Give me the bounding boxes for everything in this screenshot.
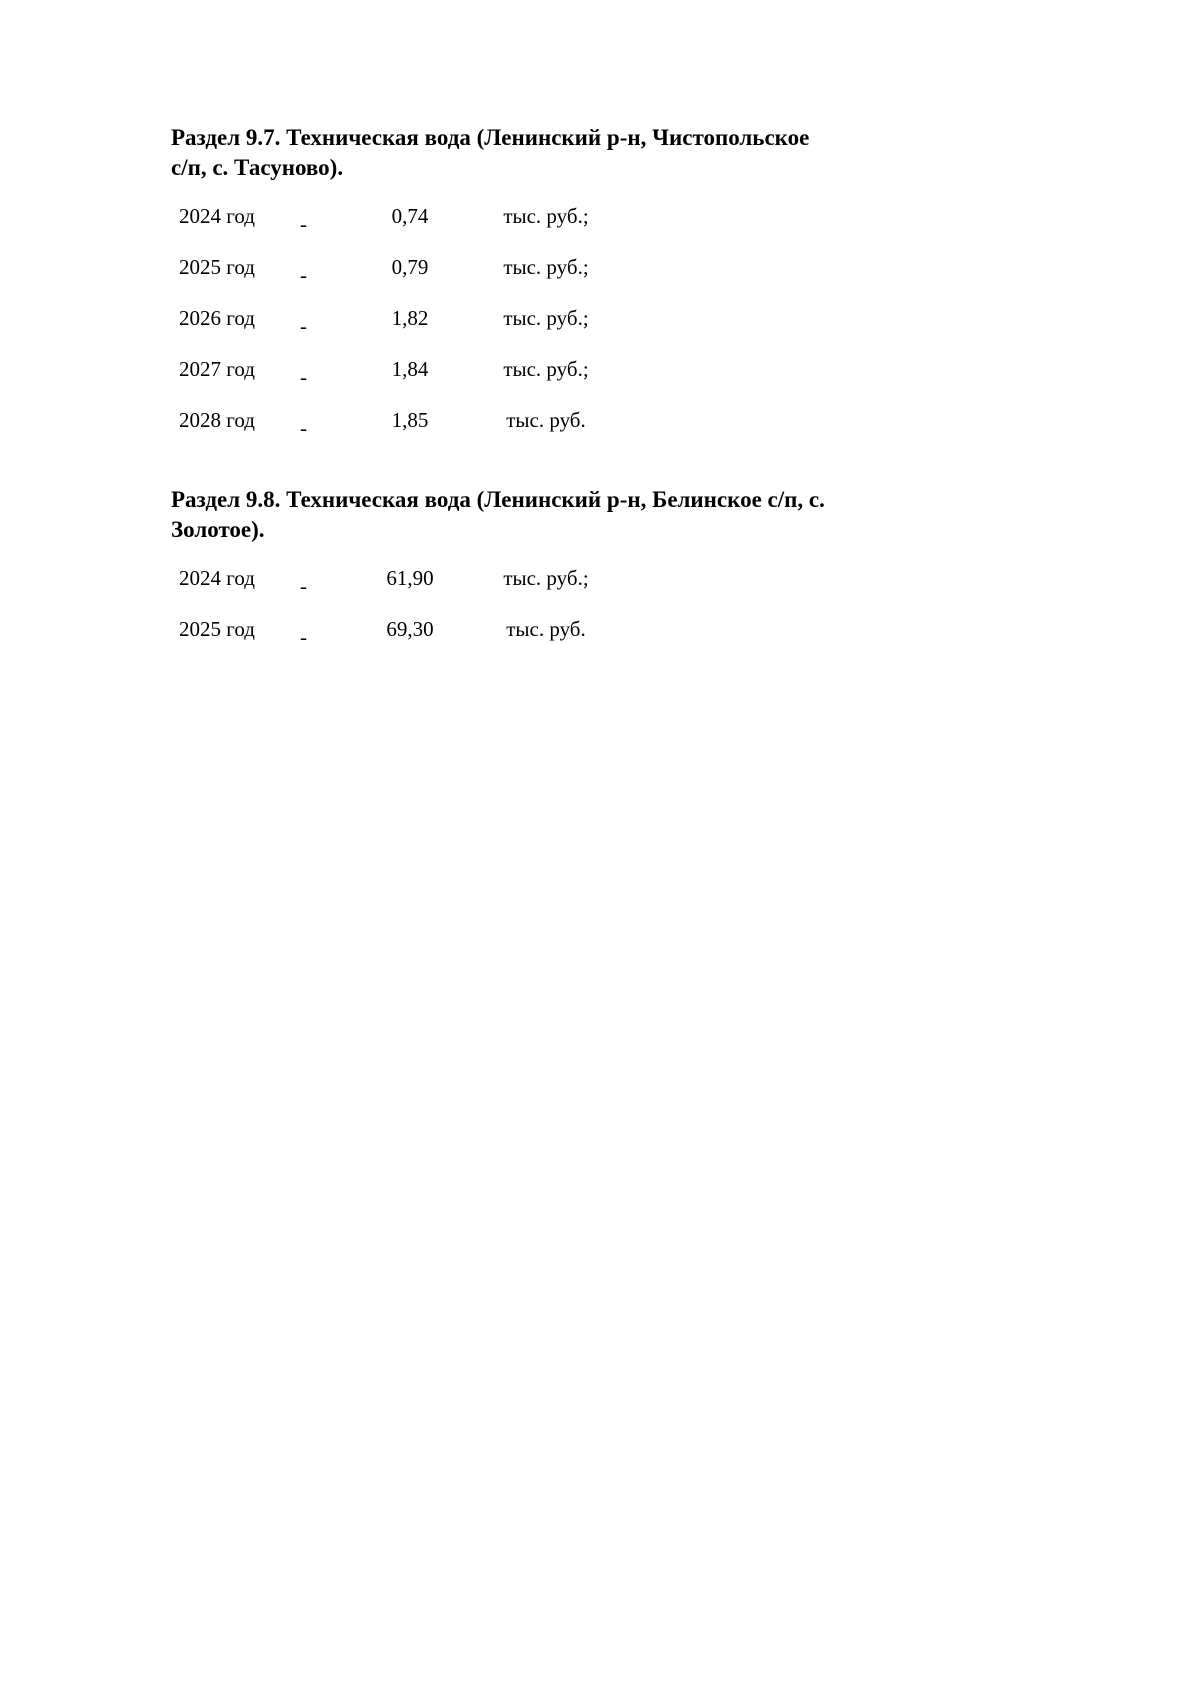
unit-label: тыс. руб.; xyxy=(503,566,589,590)
section-title-line-2: с/п, с. Тасуново). xyxy=(171,155,344,180)
dash-separator: - xyxy=(300,574,307,598)
tariff-row xyxy=(171,306,891,357)
tariff-row xyxy=(171,566,891,617)
section-title-line-1: Раздел 9.8. Техническая вода (Ленинский р-н, Белинское с/п, с. xyxy=(171,487,825,512)
section-title xyxy=(171,485,891,545)
tariff-value: 1,85 xyxy=(391,408,429,432)
year-label: 2024 год xyxy=(179,204,255,228)
unit-label: тыс. руб.; xyxy=(503,357,589,381)
dash-separator: - xyxy=(300,365,307,389)
tariff-list xyxy=(171,204,891,459)
tariff-value: 0,79 xyxy=(391,255,429,279)
year-label: 2026 год xyxy=(179,306,255,330)
unit-label: тыс. руб.; xyxy=(503,204,589,228)
section-9-7 xyxy=(171,123,891,459)
tariff-list xyxy=(171,566,891,668)
unit-label: тыс. руб. xyxy=(506,617,586,641)
year-label: 2025 год xyxy=(179,255,255,279)
tariff-value: 1,82 xyxy=(391,306,429,330)
year-label: 2027 год xyxy=(179,357,255,381)
tariff-value: 69,30 xyxy=(386,617,434,641)
dash-separator: - xyxy=(300,263,307,287)
dash-separator: - xyxy=(300,625,307,649)
tariff-value: 0,74 xyxy=(391,204,429,228)
tariff-row xyxy=(171,408,891,459)
dash-separator: - xyxy=(300,416,307,440)
dash-separator: - xyxy=(300,314,307,338)
section-title-line-2: Золотое). xyxy=(171,517,265,542)
section-title xyxy=(171,123,891,183)
tariff-row xyxy=(171,204,891,255)
section-9-8 xyxy=(171,485,891,668)
tariff-row xyxy=(171,255,891,306)
tariff-value: 1,84 xyxy=(391,357,429,381)
tariff-value: 61,90 xyxy=(386,566,434,590)
unit-label: тыс. руб.; xyxy=(503,255,589,279)
section-title-line-1: Раздел 9.7. Техническая вода (Ленинский р-н, Чистопольское xyxy=(171,125,810,150)
tariff-row xyxy=(171,617,891,668)
unit-label: тыс. руб. xyxy=(506,408,586,432)
year-label: 2025 год xyxy=(179,617,255,641)
unit-label: тыс. руб.; xyxy=(503,306,589,330)
tariff-row xyxy=(171,357,891,408)
year-label: 2028 год xyxy=(179,408,255,432)
year-label: 2024 год xyxy=(179,566,255,590)
dash-separator: - xyxy=(300,212,307,236)
